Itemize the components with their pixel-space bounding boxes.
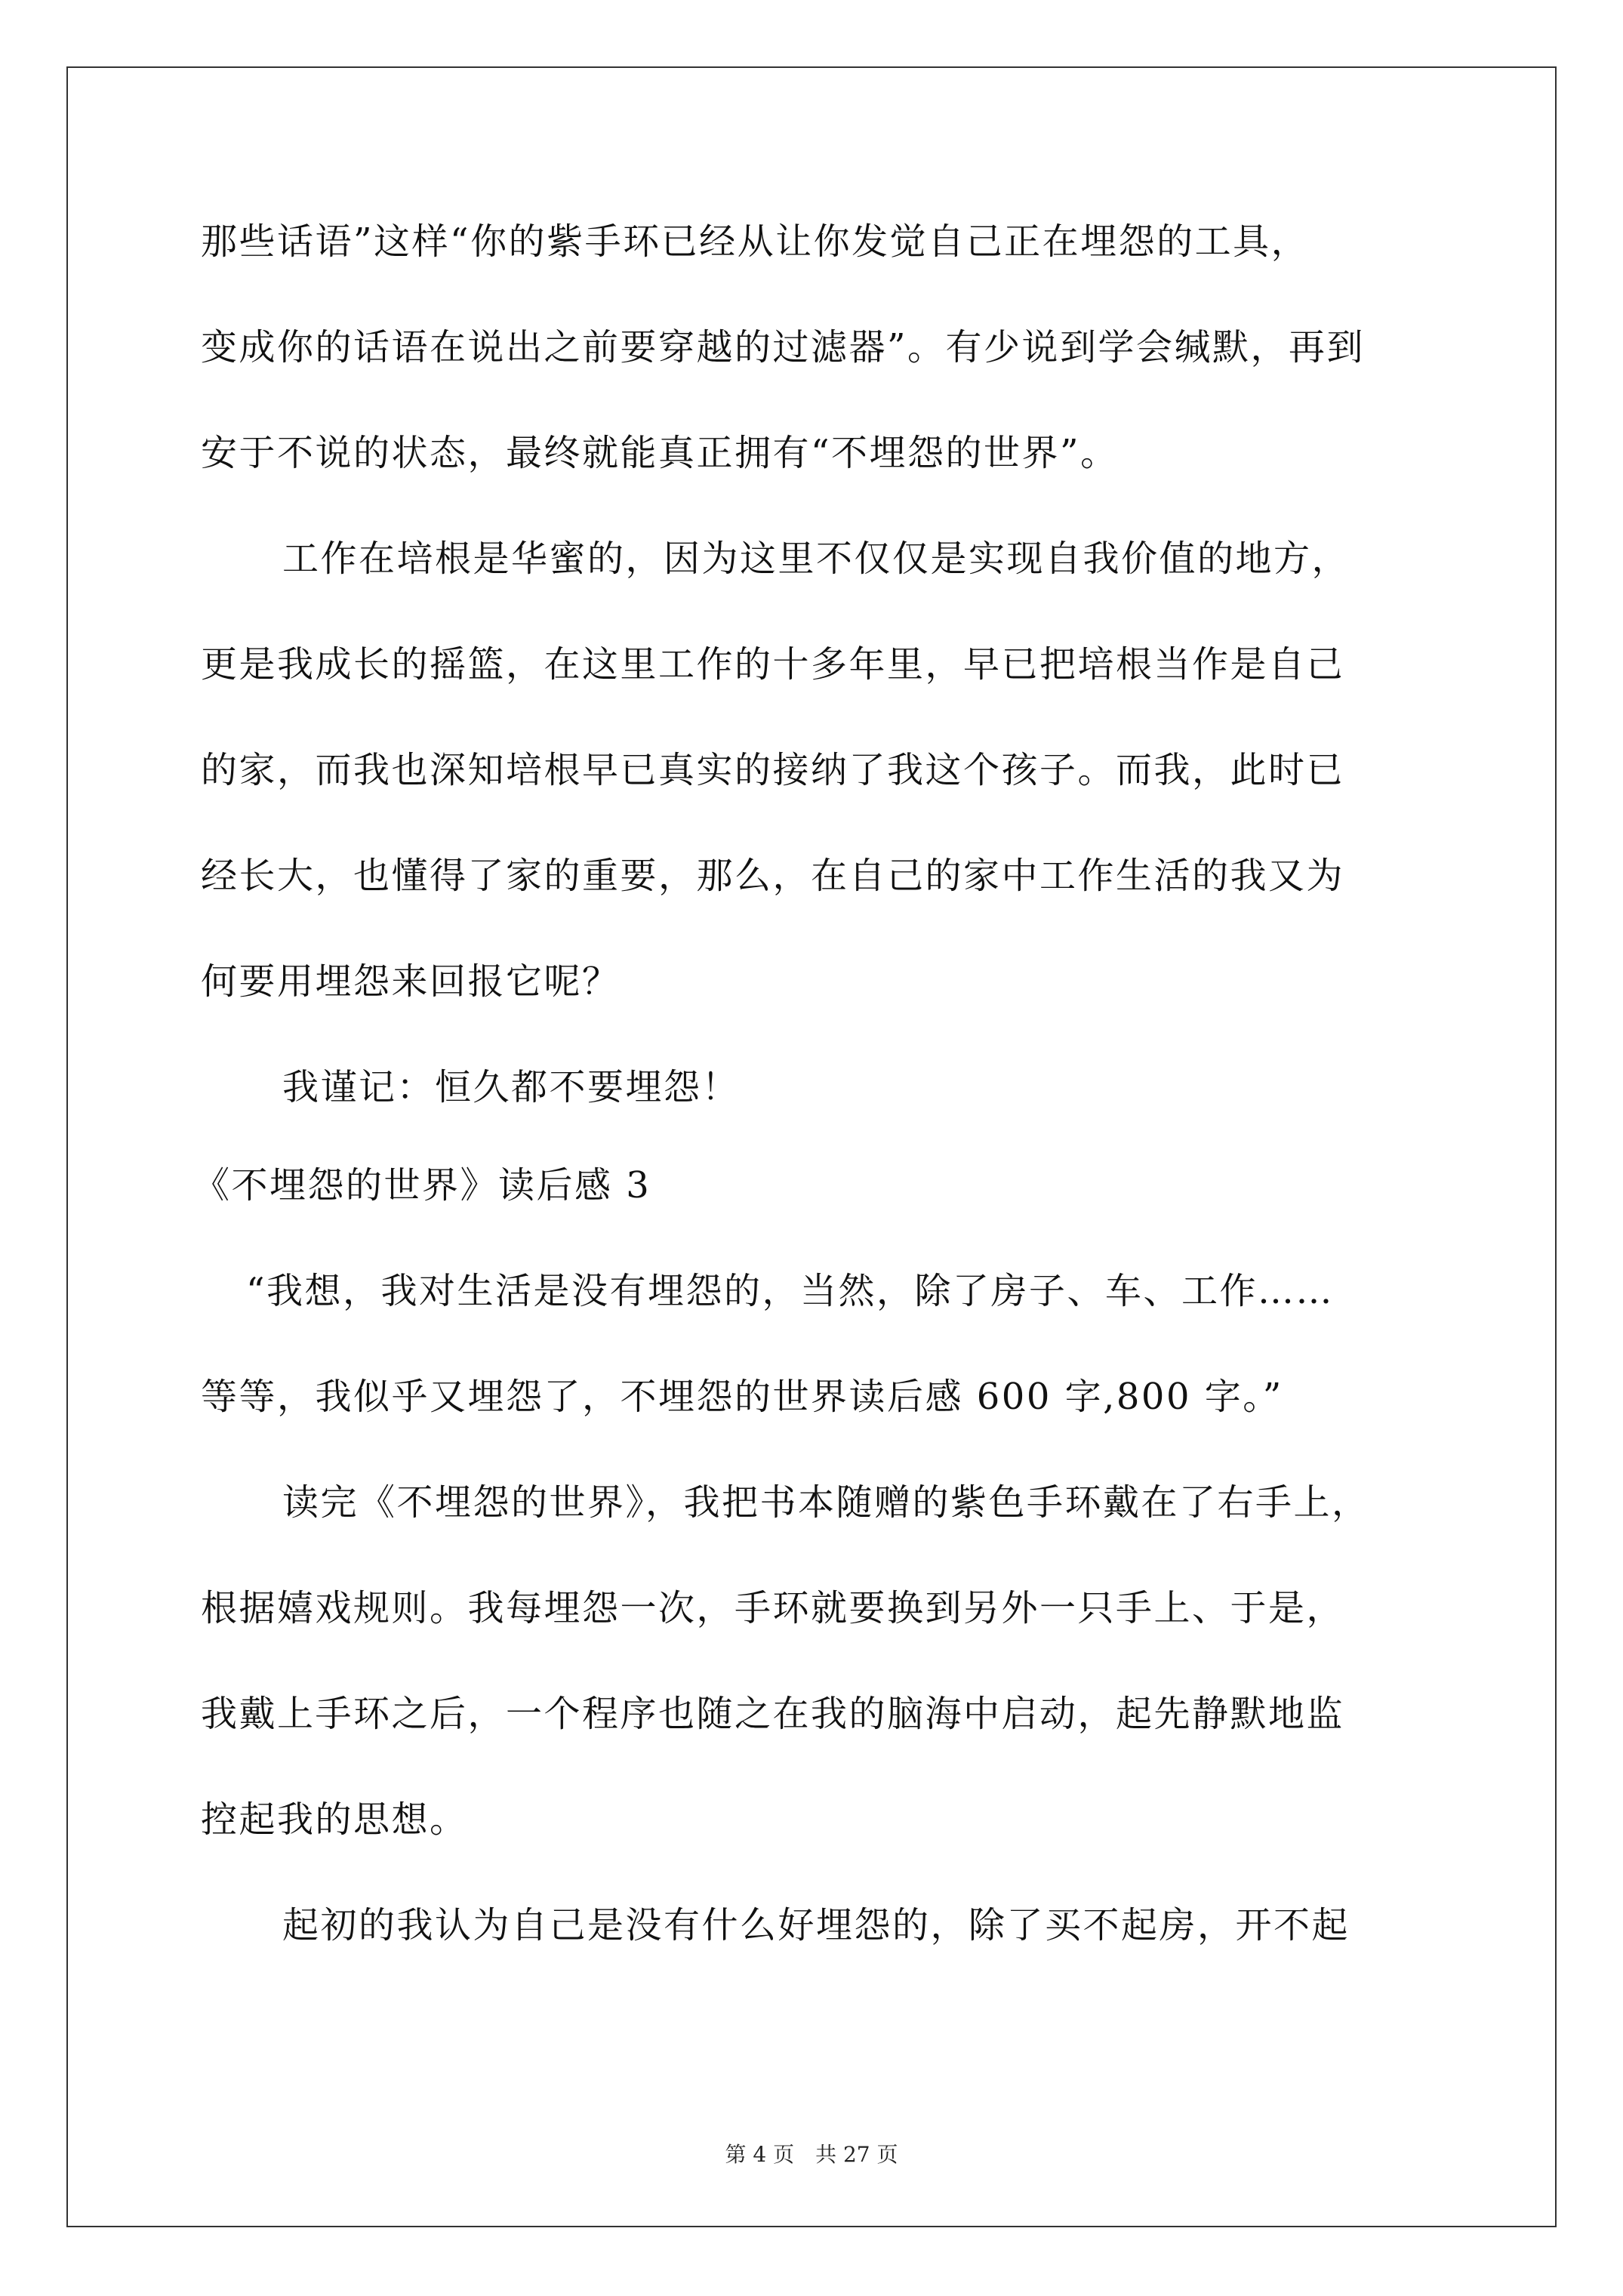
text-line: 控起我的思想。 xyxy=(201,1798,468,1841)
text-line: 更是我成长的摇篮，在这里工作的十多年里，早已把培根当作是自己 xyxy=(201,643,1345,686)
text-line: 根据嬉戏规则。我每埋怨一次，手环就要换到另外一只手上、于是， xyxy=(201,1587,1345,1629)
paragraph-start: 起初的我认为自己是没有什么好埋怨的，除了买不起房，开不起 xyxy=(282,1904,1350,1946)
text-line: 何要用埋怨来回报它呢？ xyxy=(201,960,621,1003)
text-line: 等等，我似乎又埋怨了，不埋怨的世界读后感 600 字,800 字。” xyxy=(201,1376,1283,1418)
page-number: 第 4 页 xyxy=(725,2142,795,2167)
text-line: 的家，而我也深知培根早已真实的接纳了我这个孩子。而我，此时已 xyxy=(201,749,1345,791)
text-line: 那些话语”这样“你的紫手环已经从让你发觉自己正在埋怨的工具， xyxy=(201,220,1310,263)
paragraph-start: 读完《不埋怨的世界》，我把书本随赠的紫色手环戴在了右手上， xyxy=(282,1481,1370,1524)
page-total: 共 27 页 xyxy=(815,2142,898,2167)
section-heading: 《不埋怨的世界》读后感 3 xyxy=(193,1164,651,1207)
paragraph-start: “我想，我对生活是没有埋怨的，当然，除了房子、车、工作…… xyxy=(246,1270,1335,1312)
text-line: 我戴上手环之后，一个程序也随之在我的脑海中启动，起先静默地监 xyxy=(201,1693,1345,1735)
page-footer xyxy=(0,2141,1623,2168)
paragraph-start: 工作在培根是华蜜的，因为这里不仅仅是实现自我价值的地方， xyxy=(282,538,1350,580)
text-line: 经长大，也懂得了家的重要，那么，在自己的家中工作生活的我又为 xyxy=(201,855,1345,897)
text-line: 安于不说的状态，最终就能真正拥有“不埋怨的世界”。 xyxy=(201,432,1119,474)
text-line: 变成你的话语在说出之前要穿越的过滤器”。有少说到学会缄默，再到 xyxy=(201,326,1366,368)
paragraph-start: 我谨记：恒久都不要埋怨！ xyxy=(282,1066,741,1108)
